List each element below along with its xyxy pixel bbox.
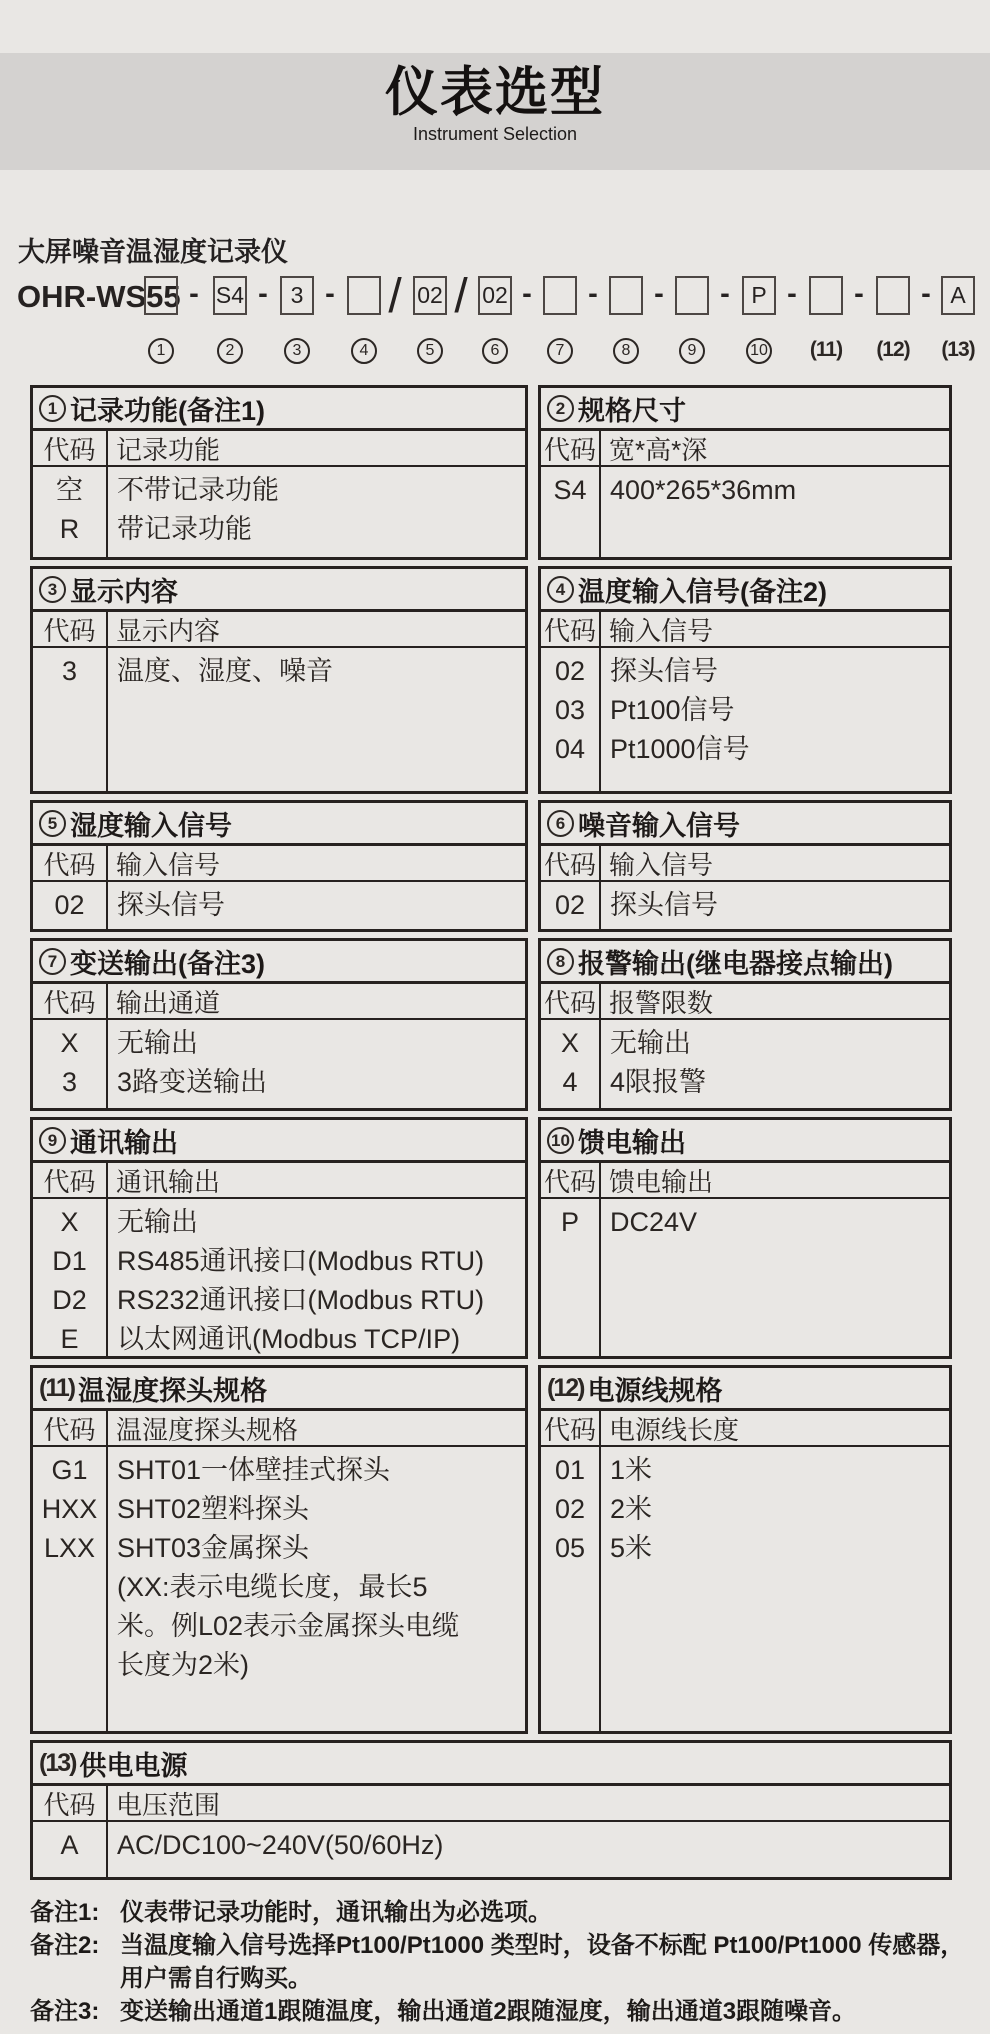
footnote-label: 备注1: [30,1899,100,1926]
section-title [541,1120,949,1163]
section-title-text: 记录功能(备注1) [70,395,265,426]
footnote-1 [30,1896,970,1929]
model-box-12 [876,276,910,315]
page-subtitle: Instrument Selection [412,124,578,144]
section-title-text: 通讯输出 [70,1127,178,1158]
model-separator: - [588,278,598,310]
desc-column-header: 记录功能 [116,434,221,465]
model-box-4 [347,276,381,315]
desc-cells [601,1199,949,1356]
footnote-label: 备注2: [30,1932,100,1959]
code-cell: 3 [61,656,78,686]
circled-number: 4 [547,576,574,603]
desc-column-header: 输入信号 [609,849,714,880]
code-cell: X [60,1207,79,1237]
desc-cells [108,1199,525,1356]
footnote-line: 当温度输入信号选择Pt100/Pt1000 类型时，设备不标配 Pt100/Pt1000 传感器， [120,1932,965,1959]
desc-cells [601,467,949,557]
model-position-number [737,338,781,364]
model-prefix: OHR-WS55 [17,279,181,314]
section-title-text: 供电电源 [79,1750,188,1781]
section-display-content [30,566,528,794]
section-alarm-output [538,938,952,1111]
desc-cell: 以太网通讯(Modbus TCP/IP) [117,1324,461,1354]
model-position-number [342,338,386,364]
desc-cell: 带记录功能 [117,514,252,544]
desc-cell-note: 长度为2米) [117,1650,250,1680]
section-body [541,1447,949,1731]
section-title [33,941,525,984]
page-title: 仪表选型 [385,63,605,122]
model-separator: - [325,278,335,310]
section-header-row [541,1163,949,1199]
circled-number: 8 [547,948,574,975]
desc-cell: 探头信号 [117,890,225,920]
section-title-text: 报警输出(继电器接点输出) [578,948,893,979]
section-body [33,1199,525,1356]
model-separator: - [921,278,931,310]
code-column-header: 代码 [33,1786,108,1820]
section-title [541,1368,949,1411]
circled-number: 9 [679,338,705,364]
model-position-number [408,338,452,364]
circled-number: 6 [547,810,574,837]
section-title [33,1120,525,1163]
code-cell: 04 [554,734,586,764]
desc-cell: 探头信号 [610,656,718,686]
model-separator: - [854,278,864,310]
footnote-text [120,1929,970,1995]
code-cell: P [560,1207,579,1237]
paren-number: (12) [876,338,910,361]
model-position-number [936,338,980,362]
section-header-row [33,846,525,882]
model-box-13: A [941,276,975,315]
section-header-row [33,984,525,1020]
code-column-header: 代码 [33,1411,108,1445]
code-cell: 02 [54,890,85,920]
circled-number: 10 [547,1127,574,1154]
section-body [33,648,525,791]
section-title [541,388,949,431]
code-cell: D1 [52,1246,87,1276]
desc-cell: 2米 [610,1494,653,1524]
section-header-row [33,612,525,648]
section-body [541,648,949,791]
section-power-supply [30,1740,952,1880]
desc-cells [601,1447,949,1731]
code-column-header: 代码 [33,984,108,1018]
section-title [541,941,949,984]
section-header-row [33,1786,949,1822]
desc-cell: AC/DC100~240V(50/60Hz) [117,1830,444,1860]
model-separator: / [388,270,402,323]
code-cell: G1 [51,1455,88,1485]
code-cell: LXX [43,1533,96,1563]
model-separator: - [787,278,797,310]
section-body [33,1020,525,1108]
section-body [541,1199,949,1356]
desc-cell: 探头信号 [610,890,718,920]
code-column-header: 代码 [541,984,601,1018]
desc-cells [108,1020,525,1108]
desc-cell: 不带记录功能 [117,475,279,505]
model-position-number [604,338,648,364]
model-position-number [275,338,319,364]
paren-number: (11) [39,1373,75,1402]
desc-column-header: 电压范围 [116,1789,221,1820]
desc-cell: RS232通讯接口(Modbus RTU) [117,1285,485,1315]
section-power-cord-spec [538,1365,952,1734]
model-box-2: S4 [213,276,247,315]
model-box-11 [809,276,843,315]
section-feed-output [538,1117,952,1359]
desc-cells [108,1447,525,1731]
code-cells [541,467,601,557]
section-title [33,1368,525,1411]
desc-cells [601,1020,949,1108]
circled-number: 3 [39,576,66,603]
code-column-header: 代码 [541,1163,601,1197]
desc-column-header: 温湿度探头规格 [116,1414,299,1445]
code-cell: 空 [56,475,83,505]
section-title-text: 馈电输出 [578,1127,686,1158]
model-box-5: 02 [413,276,447,315]
section-header-row [33,1163,525,1199]
code-column-header: 代码 [541,846,601,880]
section-transmit-output [30,938,528,1111]
section-title-text: 温湿度探头规格 [78,1375,268,1406]
desc-column-header: 输入信号 [609,615,714,646]
model-separator: - [189,278,199,310]
section-body [541,467,949,557]
desc-column-header: 馈电输出 [609,1166,714,1197]
desc-cell: Pt100信号 [610,695,735,725]
model-separator: - [522,278,532,310]
model-code [0,270,990,386]
code-cell: 03 [554,695,586,725]
code-cells [541,1199,601,1356]
section-humidity-input [30,800,528,932]
section-title [541,803,949,846]
desc-cell: 无输出 [117,1028,198,1058]
product-title: 大屏噪音温湿度记录仪 [18,237,288,267]
code-cell: 4 [562,1067,578,1097]
code-column-header: 代码 [33,612,108,646]
code-cells [541,648,601,791]
code-cells [33,648,108,791]
footnote-line: 仪表带记录功能时，通讯输出为必选项。 [120,1899,552,1926]
desc-cell: SHT01一体壁挂式探头 [117,1455,391,1485]
circled-number: 6 [482,338,508,364]
header-band [0,53,990,170]
desc-cells [601,882,949,929]
section-title-text: 电源线规格 [587,1375,723,1406]
footnote-3 [30,1995,970,2028]
section-title [33,803,525,846]
footnotes [30,1896,970,2028]
section-dimensions [538,385,952,560]
code-cell: X [60,1028,79,1058]
desc-cell: 无输出 [117,1207,198,1237]
selection-tables [30,385,952,1880]
section-body [33,1447,525,1731]
code-cell: A [60,1830,79,1860]
desc-cell: 5米 [610,1533,653,1563]
circled-number: 1 [39,395,66,422]
model-position-number [139,338,183,364]
footnote-text [120,1995,970,2028]
desc-cells [108,882,525,929]
code-cell: X [560,1028,579,1058]
desc-cell: 无输出 [610,1028,691,1058]
circled-number: 1 [148,338,174,364]
model-box-3: 3 [280,276,314,315]
section-probe-spec [30,1365,528,1734]
code-cell: E [60,1324,79,1354]
code-cells [33,1020,108,1108]
code-cells [33,1447,108,1731]
section-body [33,1822,949,1877]
section-header-row [541,612,949,648]
code-column-header: 代码 [33,1163,108,1197]
desc-cell: DC24V [610,1207,698,1237]
desc-cell: 1米 [610,1455,653,1485]
section-temperature-input [538,566,952,794]
desc-cell: 3路变送输出 [117,1067,268,1097]
desc-cell: Pt1000信号 [610,734,750,764]
desc-column-header: 输入信号 [116,849,221,880]
desc-column-header: 显示内容 [116,615,221,646]
desc-column-header: 通讯输出 [116,1166,221,1197]
model-box-9 [675,276,709,315]
section-title-text: 规格尺寸 [578,395,686,426]
model-position-number [871,338,915,362]
section-title [33,1743,949,1786]
section-title-text: 变送输出(备注3) [70,948,265,979]
model-separator: - [258,278,268,310]
footnote-label: 备注3: [30,1998,100,2025]
model-separator: - [720,278,730,310]
model-position-number [473,338,517,364]
code-cells [33,1822,108,1877]
code-cells [33,1199,108,1356]
section-header-row [33,1411,525,1447]
footnote-line: 用户需自行购买。 [120,1965,312,1992]
desc-column-header: 输出通道 [116,987,221,1018]
code-column-header: 代码 [541,431,601,465]
code-cell: 02 [554,890,586,920]
footnote-text [120,1896,970,1929]
desc-cell: 4限报警 [610,1067,707,1097]
circled-number: 2 [547,395,574,422]
section-body [541,882,949,929]
desc-cells [601,648,949,791]
section-header-row [541,846,949,882]
section-title-text: 温度输入信号(备注2) [578,576,827,607]
section-title [541,569,949,612]
model-box-10: P [742,276,776,315]
desc-cells [108,648,525,791]
section-header-row [33,431,525,467]
code-cell: 02 [554,1494,586,1524]
desc-column-header: 宽*高*深 [609,434,708,465]
circled-number: 2 [217,338,243,364]
code-cell: 3 [61,1067,78,1097]
desc-cell: 温度、湿度、噪音 [117,656,333,686]
model-box-8 [609,276,643,315]
model-separator: / [454,270,468,323]
circled-number: 8 [613,338,639,364]
paren-number: (13) [39,1748,76,1777]
code-column-header: 代码 [33,431,108,465]
footnote-line: 变送输出通道1跟随温度，输出通道2跟随湿度，输出通道3跟随噪音。 [120,1998,857,2025]
desc-cell: 400*265*36mm [610,475,797,505]
desc-cell: SHT03金属探头 [117,1533,310,1563]
desc-column-header: 电源线长度 [609,1414,740,1445]
desc-cell-note: 米。例L02表示金属探头电缆 [117,1611,460,1641]
circled-number: 4 [351,338,377,364]
paren-number: (13) [941,338,975,361]
code-column-header: 代码 [541,612,601,646]
circled-number: 7 [547,338,573,364]
circled-number: 5 [417,338,443,364]
circled-number: 10 [746,338,772,364]
section-record-function [30,385,528,560]
model-position-number [208,338,252,364]
code-cell: S4 [553,475,587,505]
code-cells [541,1447,601,1731]
section-noise-input [538,800,952,932]
code-column-header: 代码 [33,846,108,880]
section-title [33,388,525,431]
code-cell: 01 [554,1455,586,1485]
section-header-row [541,431,949,467]
section-title-text: 噪音输入信号 [578,810,740,841]
code-cell: R [59,514,80,544]
section-communication-output [30,1117,528,1359]
model-position-number [670,338,714,364]
code-cells [33,882,108,929]
section-title-text: 显示内容 [70,576,178,607]
code-cell: D2 [52,1285,87,1315]
footnote-2 [30,1929,970,1995]
circled-number: 3 [284,338,310,364]
desc-column-header: 报警限数 [609,987,714,1018]
code-cells [33,467,108,557]
code-cell: 02 [554,656,586,686]
model-separator: - [654,278,664,310]
desc-cell-note: (XX:表示电缆长度，最长5 [117,1572,428,1602]
section-body [541,1020,949,1108]
section-header-row [541,1411,949,1447]
paren-number: (11) [809,338,843,361]
model-position-number [804,338,848,362]
circled-number: 9 [39,1127,66,1154]
model-box-7 [543,276,577,315]
code-cells [541,1020,601,1108]
section-title [33,569,525,612]
code-column-header: 代码 [541,1411,601,1445]
code-cell: HXX [41,1494,98,1524]
desc-cell: SHT02塑料探头 [117,1494,310,1524]
section-title-text: 湿度输入信号 [70,810,232,841]
code-cell: 05 [554,1533,586,1563]
model-position-number [538,338,582,364]
section-body [33,882,525,929]
desc-cells [108,467,525,557]
paren-number: (12) [547,1373,584,1402]
code-cells [541,882,601,929]
model-box-6: 02 [478,276,512,315]
desc-cells [108,1822,949,1877]
circled-number: 7 [39,948,66,975]
section-header-row [541,984,949,1020]
desc-cell: RS485通讯接口(Modbus RTU) [117,1246,485,1276]
section-body [33,467,525,557]
circled-number: 5 [39,810,66,837]
model-box-1 [144,276,178,315]
